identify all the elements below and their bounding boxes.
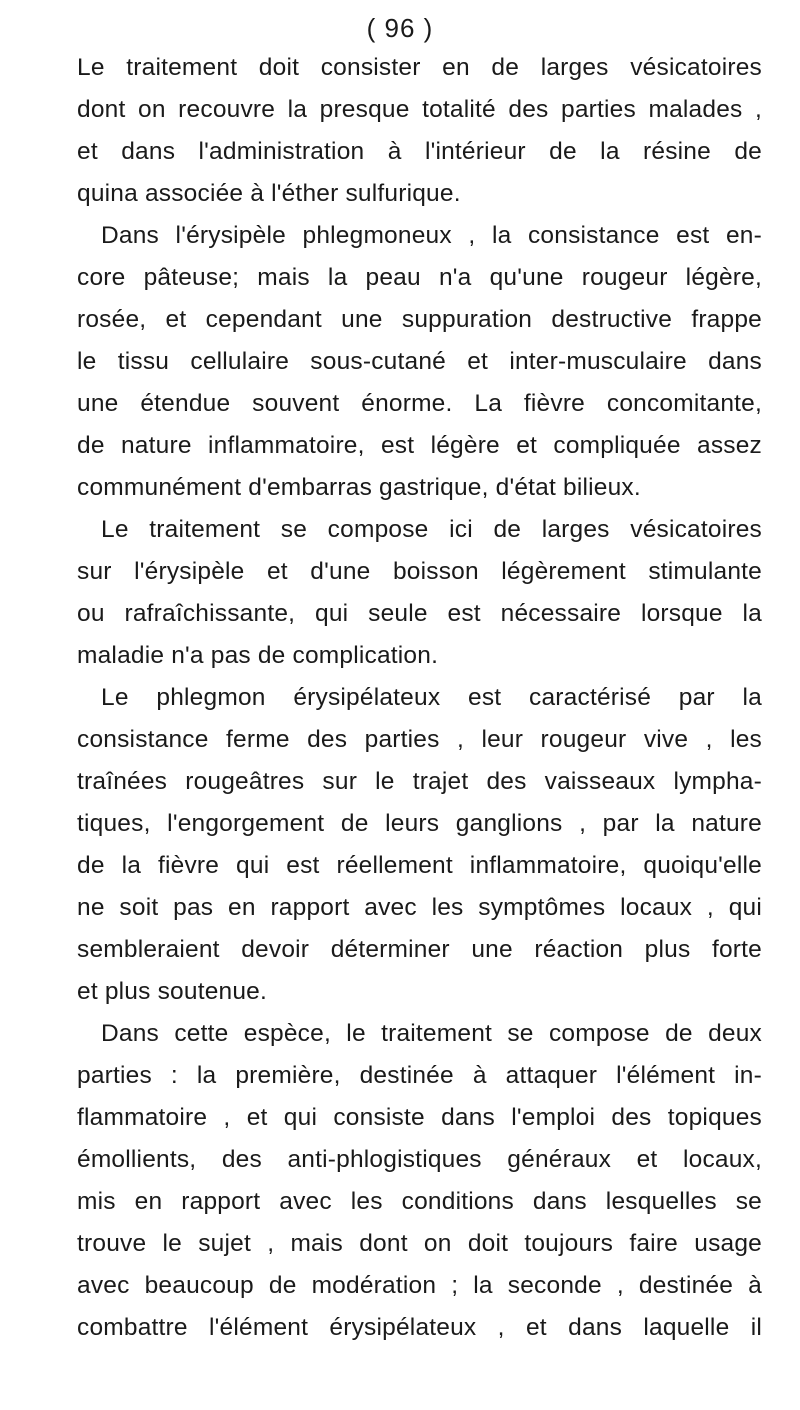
text-line: une étendue souvent énorme. La fièvre concomitante,: [77, 390, 762, 417]
paragraph-start-line: Dans cette espèce, le traitement se compose de deux: [101, 1020, 762, 1047]
text-line: ne soit pas en rapport avec les symptômes locaux , qui: [77, 894, 762, 921]
text-line: maladie n'a pas de complication.: [77, 642, 439, 669]
text-line: tiques, l'engorgement de leurs ganglions , par la nature: [77, 810, 762, 837]
text-line: de nature inflammatoire, est légère et compliquée assez: [77, 432, 762, 459]
text-line: ou rafraîchissante, qui seule est nécessaire lorsque la: [77, 600, 762, 627]
text-line: sembleraient devoir déterminer une réaction plus forte: [77, 936, 762, 963]
text-line: de la fièvre qui est réellement inflammatoire, quoiqu'elle: [77, 852, 762, 879]
text-line: dont on recouvre la presque totalité des parties malades ,: [77, 96, 762, 123]
text-line: émollients, des anti-phlogistiques généraux et locaux,: [77, 1146, 762, 1173]
paragraph-start-line: Le phlegmon érysipélateux est caractérisé par la: [101, 684, 762, 711]
text-line: le tissu cellulaire sous-cutané et inter-musculaire dans: [77, 348, 762, 375]
text-line: parties : la première, destinée à attaquer l'élément in-: [77, 1062, 762, 1089]
text-line: trouve le sujet , mais dont on doit toujours faire usage: [77, 1230, 762, 1257]
text-line: rosée, et cependant une suppuration destructive frappe: [77, 306, 762, 333]
text-line: communément d'embarras gastrique, d'état bilieux.: [77, 474, 641, 501]
text-line: consistance ferme des parties , leur rougeur vive , les: [77, 726, 762, 753]
text-line: core pâteuse; mais la peau n'a qu'une rougeur légère,: [77, 264, 762, 291]
text-line: traînées rougeâtres sur le trajet des vaisseaux lympha-: [77, 768, 762, 795]
body-text: [77, 47, 762, 1349]
text-line: mis en rapport avec les conditions dans lesquelles se: [77, 1188, 762, 1215]
text-line: avec beaucoup de modération ; la seconde , destinée à: [77, 1272, 762, 1299]
text-line: sur l'érysipèle et d'une boisson légèrement stimulante: [77, 558, 762, 585]
page-number: ( 96 ): [366, 13, 434, 43]
text-line: et plus soutenue.: [77, 978, 268, 1005]
paragraph-start-line: Dans l'érysipèle phlegmoneux , la consistance est en-: [101, 222, 762, 249]
text-line: combattre l'élément érysipélateux , et dans laquelle il: [77, 1314, 762, 1341]
text-line: flammatoire , et qui consiste dans l'emploi des topiques: [77, 1104, 762, 1131]
paragraph-start-line: Le traitement se compose ici de larges vésicatoires: [101, 516, 762, 543]
text-line: quina associée à l'éther sulfurique.: [77, 180, 461, 207]
text-line: Le traitement doit consister en de larges vésicatoires: [77, 54, 762, 81]
text-line: et dans l'administration à l'intérieur de la résine de: [77, 138, 762, 165]
